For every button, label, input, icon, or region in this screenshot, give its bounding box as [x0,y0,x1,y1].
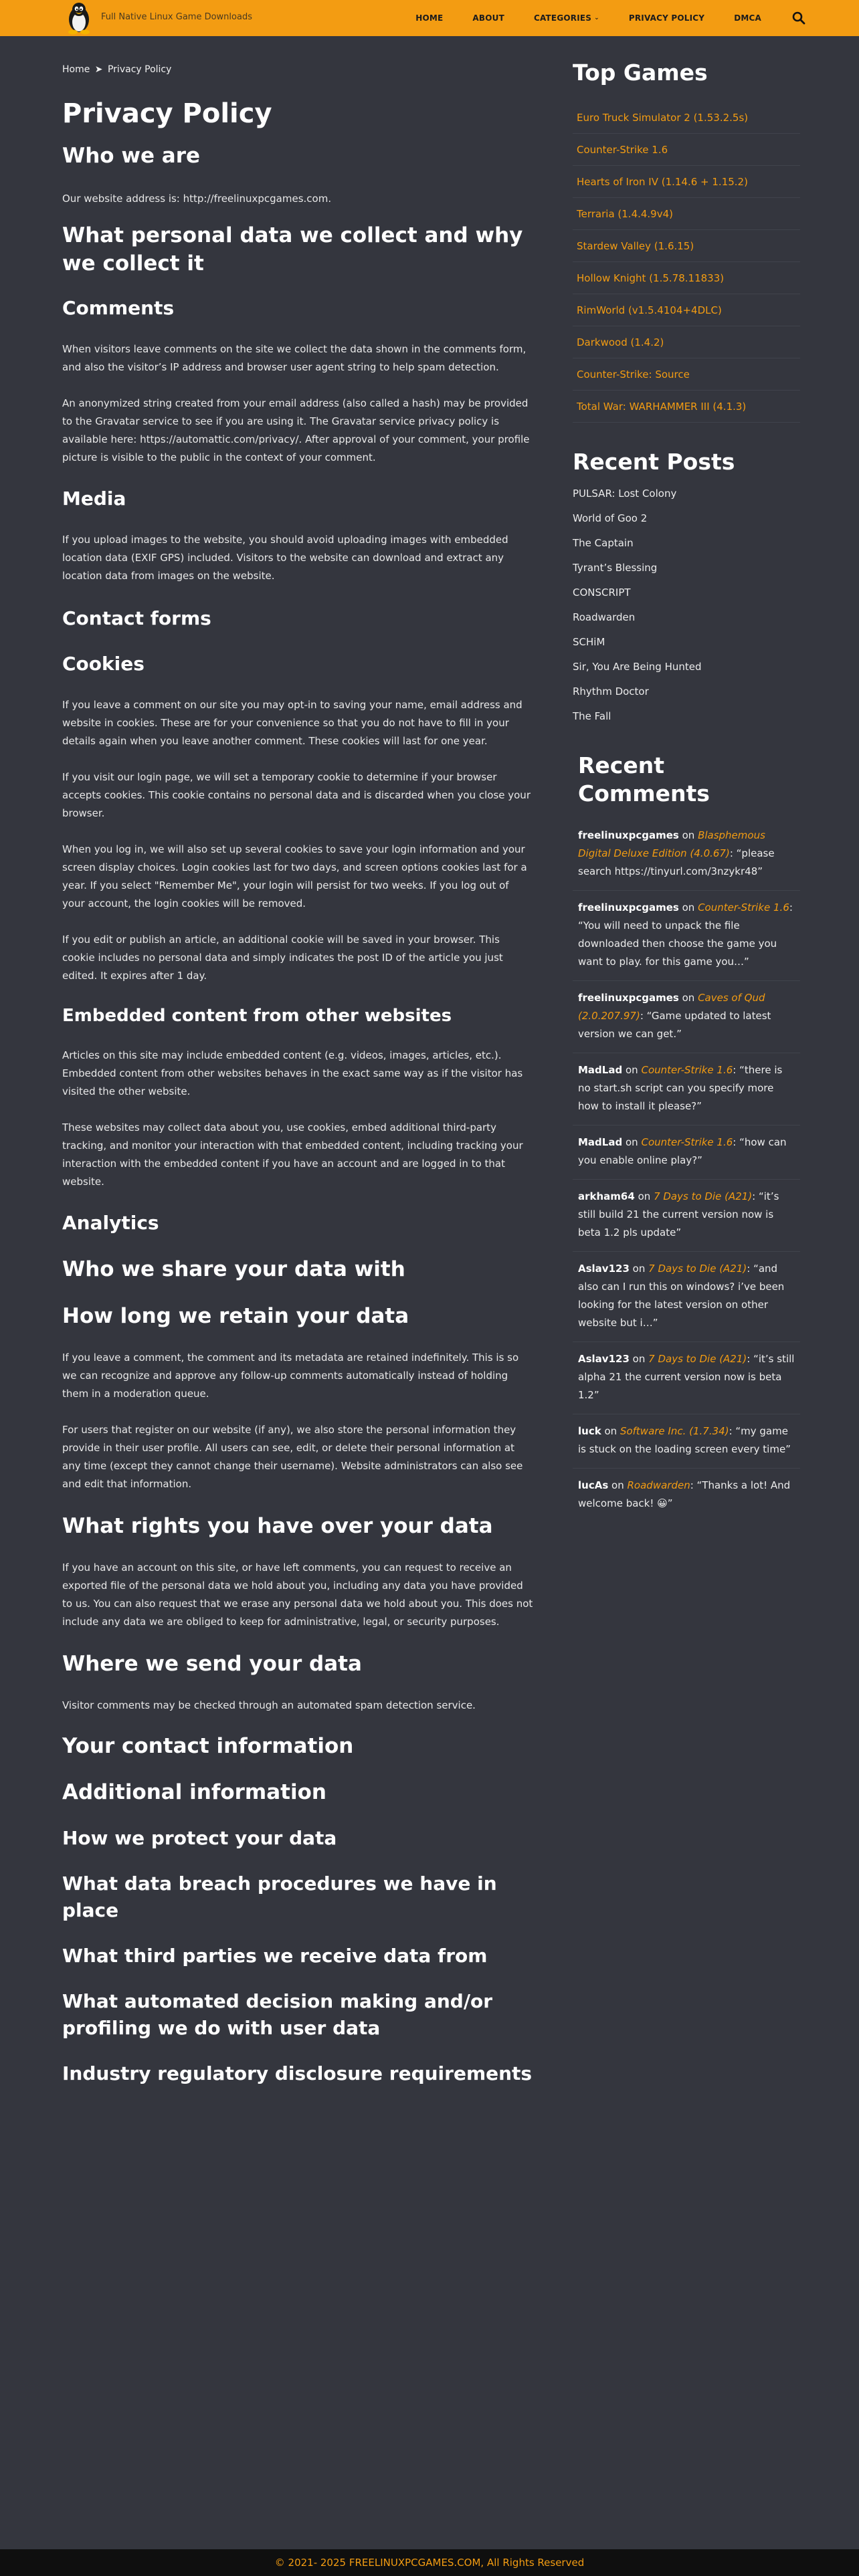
comment-on: on [604,1425,617,1437]
recent-post-link[interactable]: The Captain [573,537,634,549]
section-heading: What personal data we collect and why we collect it [62,223,523,276]
tux-logo-icon[interactable] [63,1,95,35]
top-game-link[interactable]: Total War: WARHAMMER III (4.1.3) [573,391,800,423]
nav-home[interactable]: HOME [415,13,444,23]
comment-excerpt: : “Game updated to latest version we can get.” [578,1010,771,1040]
section-heading: What data breach procedures we have in place [62,1872,497,1921]
recent-comment [573,1350,800,1414]
recent-post-link[interactable]: World of Goo 2 [573,512,648,524]
section-paragraph: When you log in, we will also set up several cookies to save your login information and your screen display choices. Login cookies last for two days, and screen options cookies last for a year. If you select "Remember Me", your login will persist for two weeks. If you log out of your account, the login cookies will be removed. [62,843,527,909]
section-heading: Cookies [62,653,145,675]
comment-post-link[interactable]: 7 Days to Die (A21) [648,1353,747,1365]
comment-author[interactable]: lucAs [578,1479,609,1491]
comment-post-link[interactable]: Counter-Strike 1.6 [698,901,789,914]
section-heading: Additional information [62,1780,326,1804]
comment-author[interactable]: luck [578,1425,601,1437]
section-heading: How long we retain your data [62,1304,409,1328]
breadcrumb-current: Privacy Policy [107,64,172,75]
section-paragraph: Visitor comments may be checked through an automated spam detection service. [62,1699,476,1711]
comment-excerpt: : “You will need to unpack the file downloaded then choose the game you want to play. for this game you…” [578,901,793,968]
section-send-data [62,1650,534,1715]
sidebar [573,59,800,1513]
comment-author[interactable]: Aslav123 [578,1263,630,1275]
comment-excerpt: : “please search https://tinyurl.com/3nzykr48” [578,847,775,877]
section-comments [62,295,534,467]
section-heading: Comments [62,297,175,319]
recent-comment [573,827,800,891]
main-nav [386,0,807,36]
section-paragraph: If you upload images to the website, you should avoid uploading images with embedded location data (EXIF GPS) included. Visitors to the website can download and extract any location data from images on the website. [62,534,508,582]
section-contact-information [62,1732,534,1760]
comment-on: on [638,1190,651,1202]
comment-post-link[interactable]: 7 Days to Die (A21) [648,1263,747,1275]
top-games-list [573,102,800,423]
section-your-rights [62,1512,534,1631]
comment-post-link[interactable]: Software Inc. (1.7.34) [619,1425,729,1437]
recent-comment [573,1422,800,1469]
comment-on: on [626,1136,638,1148]
comment-on: on [611,1479,624,1491]
comment-author[interactable]: freelinuxpcgames [578,829,679,841]
section-heading: Contact forms [62,607,211,629]
site-tagline: Full Native Linux Game Downloads [101,12,252,22]
section-analytics [62,1210,534,1237]
comment-post-link[interactable]: 7 Days to Die (A21) [654,1190,753,1202]
section-additional-information [62,1778,534,1806]
section-share-data [62,1255,534,1283]
top-game-link[interactable]: Terraria (1.4.4.9v4) [573,198,800,230]
top-game-link[interactable]: Counter-Strike 1.6 [573,134,800,166]
comment-author[interactable]: MadLad [578,1064,623,1076]
section-protect-data [62,1825,534,1852]
section-heading: Industry regulatory disclosure requirements [62,2062,533,2084]
comment-on: on [626,1064,638,1076]
recent-post-link[interactable]: CONSCRIPT [573,586,631,599]
chevron-down-icon: ⌄ [594,15,599,21]
section-heading: How we protect your data [62,1827,337,1849]
main-content [62,64,534,2087]
comment-excerpt: : “there is no start.sh script can you specify more how to install it please?” [578,1064,783,1112]
recent-comment [573,1061,800,1125]
top-game-link[interactable]: Hearts of Iron IV (1.14.6 + 1.15.2) [573,166,800,198]
section-paragraph: If you have an account on this site, or have left comments, you can request to receive an exported file of the personal data we hold about you, including any data you have provided to us. You can also request that we erase any personal data we hold about you. This does not include any data we are obliged to keep for administrative, legal, or security purposes. [62,1562,533,1628]
top-game-link[interactable]: RimWorld (v1.5.4104+4DLC) [573,294,800,326]
comment-on: on [682,901,695,914]
section-retain-data [62,1302,534,1493]
comment-post-link[interactable]: Roadwarden [627,1479,690,1491]
section-automated-decision [62,1988,534,2042]
nav-categories[interactable] [534,13,599,23]
recent-post-link[interactable]: PULSAR: Lost Colony [573,488,677,500]
section-paragraph: These websites may collect data about you, use cookies, embed additional third-party tracking, and monitor your interaction with that embedded content, including tracking your interaction with the embedded content if you have an account and are logged in to that website. [62,1121,523,1188]
recent-comment [573,1134,800,1180]
top-game-link[interactable]: Counter-Strike: Source [573,358,800,391]
section-heading: Who we share your data with [62,1257,405,1281]
section-embedded-content [62,1004,534,1191]
section-paragraph: If you leave a comment, the comment and its metadata are retained indefinitely. This is so we can recognize and approve any follow-up comments automatically instead of holding them in a moderation queue. [62,1352,519,1400]
recent-comment [573,899,800,981]
recent-comment [573,1188,800,1252]
section-cookies [62,651,534,985]
breadcrumb-home[interactable]: Home [62,64,90,75]
section-industry-disclosure [62,2060,534,2087]
comment-author[interactable]: arkham64 [578,1190,635,1202]
section-heading: Your contact information [62,1734,354,1758]
comment-post-link[interactable]: Caves of Qud (2.0.207.97) [578,992,765,1022]
recent-comment [573,989,800,1053]
comment-on: on [682,992,695,1004]
nav-about[interactable]: ABOUT [472,13,504,23]
section-data-breach [62,1870,534,1924]
comment-excerpt: : “Thanks a lot! And welcome back! 😀” [578,1479,791,1509]
comment-excerpt: : “it’s still build 21 the current version now is beta 1.2 pls update” [578,1190,779,1239]
section-heading: What rights you have over your data [62,1514,493,1538]
section-paragraph: If you leave a comment on our site you may opt-in to saving your name, email address and website in cookies. These are for your convenience so that you do not have to fill in your details again when you leave another comment. These cookies will last for one year. [62,699,522,747]
recent-comments-title: Recent Comments [578,752,710,807]
section-third-parties [62,1943,534,1969]
search-icon[interactable] [791,10,807,26]
copyright-text: © 2021- 2025 FREELINUXPCGAMES.COM, All Rights Reserved [274,2557,585,2569]
recent-post-link[interactable]: SCHiM [573,636,605,648]
section-paragraph: If you edit or publish an article, an additional cookie will be saved in your browser. This cookie includes no personal data and simply indicates the post ID of the article you just edited. It expires after 1 day. [62,934,503,982]
section-paragraph: Articles on this site may include embedded content (e.g. videos, images, articles, etc.). Embedded content from other websites behaves in the exact same way as if the visitor has visited the other website. [62,1049,523,1097]
top-game-link[interactable]: Stardew Valley (1.6.15) [573,230,800,262]
comment-post-link[interactable]: Counter-Strike 1.6 [641,1064,733,1076]
recent-comment [573,1477,800,1513]
top-game-link[interactable]: Darkwood (1.4.2) [573,326,800,358]
comment-author[interactable]: freelinuxpcgames [578,901,679,914]
comment-on: on [682,829,695,841]
section-personal-data [62,221,534,278]
comment-post-link[interactable]: Blasphemous Digital Deluxe Edition (4.0.67) [578,829,765,859]
site-footer [0,2549,859,2576]
recent-post-link[interactable]: Sir, You Are Being Hunted [573,661,702,673]
top-games-title: Top Games [573,60,708,86]
comment-excerpt: : “how can you enable online play?” [578,1136,787,1166]
section-who-we-are [62,142,534,208]
recent-post-link[interactable]: Roadwarden [573,611,636,623]
comment-on: on [632,1263,646,1275]
comment-on: on [632,1353,646,1365]
comment-excerpt: : “it’s still alpha 21 the current version now is beta 1.2” [578,1353,795,1401]
top-game-link[interactable]: Euro Truck Simulator 2 (1.53.2.5s) [573,102,800,134]
section-paragraph: For users that register on our website (if any), we also store the personal information they provide in their user profile. All users can see, edit, or delete their personal information at any time (except they cannot change their username). Website administrators can also see and edit that information. [62,1424,523,1490]
recent-comments-list [573,827,800,1513]
section-paragraph: An anonymized string created from your email address (also called a hash) may be provided to the Gravatar service to see if you are using it. The Gravatar service privacy policy is available here: https://automattic.com/privacy/. After approval of your comment, your profile picture is visible to the public in the context of your comment. [62,397,530,463]
section-paragraph: When visitors leave comments on the site we collect the data shown in the comments form, and also the visitor’s IP address and browser user agent string to help spam detection. [62,343,527,373]
comment-post-link[interactable]: Counter-Strike 1.6 [641,1136,733,1148]
section-heading: Embedded content from other websites [62,1006,452,1026]
section-media [62,486,534,585]
section-heading: Analytics [62,1212,159,1234]
section-contact-forms [62,605,534,632]
recent-comment [573,1260,800,1342]
nav-categories-label: CATEGORIES [533,13,592,23]
section-heading: What automated decision making and/or profiling we do with user data [62,1990,493,2039]
section-heading: Where we send your data [62,1652,362,1676]
section-heading: Who we are [62,144,201,168]
recent-post-link[interactable]: Rhythm Doctor [573,685,649,697]
nav-dmca[interactable]: DMCA [734,13,761,23]
section-paragraph: Our website address is: http://freelinuxpcgames.com. [62,193,332,205]
breadcrumb-separator-icon: ➤ [94,64,103,75]
nav-privacy-policy[interactable]: PRIVACY POLICY [628,13,705,23]
section-paragraph: If you visit our login page, we will set a temporary cookie to determine if your browser accepts cookies. This cookie contains no personal data and is discarded when you close your browser. [62,771,531,819]
page-title: Privacy Policy [62,98,272,129]
comment-author[interactable]: Aslav123 [578,1353,630,1365]
recent-posts-title: Recent Posts [573,449,735,475]
site-header [0,0,859,36]
comment-excerpt: : “and also can I run this on windows? i’ve been looking for the latest version on other website but i…” [578,1263,785,1329]
recent-post-link[interactable]: The Fall [573,710,611,722]
recent-post-link[interactable]: Tyrant’s Blessing [573,562,658,574]
comment-author[interactable]: MadLad [578,1136,623,1148]
section-heading: What third parties we receive data from [62,1945,488,1967]
section-heading: Media [62,488,126,510]
recent-posts-list [573,481,800,729]
breadcrumb [62,64,534,75]
comment-author[interactable]: freelinuxpcgames [578,992,679,1004]
comment-excerpt: : “my game is stuck on the loading screen every time” [578,1425,791,1455]
top-game-link[interactable]: Hollow Knight (1.5.78.11833) [573,262,800,294]
